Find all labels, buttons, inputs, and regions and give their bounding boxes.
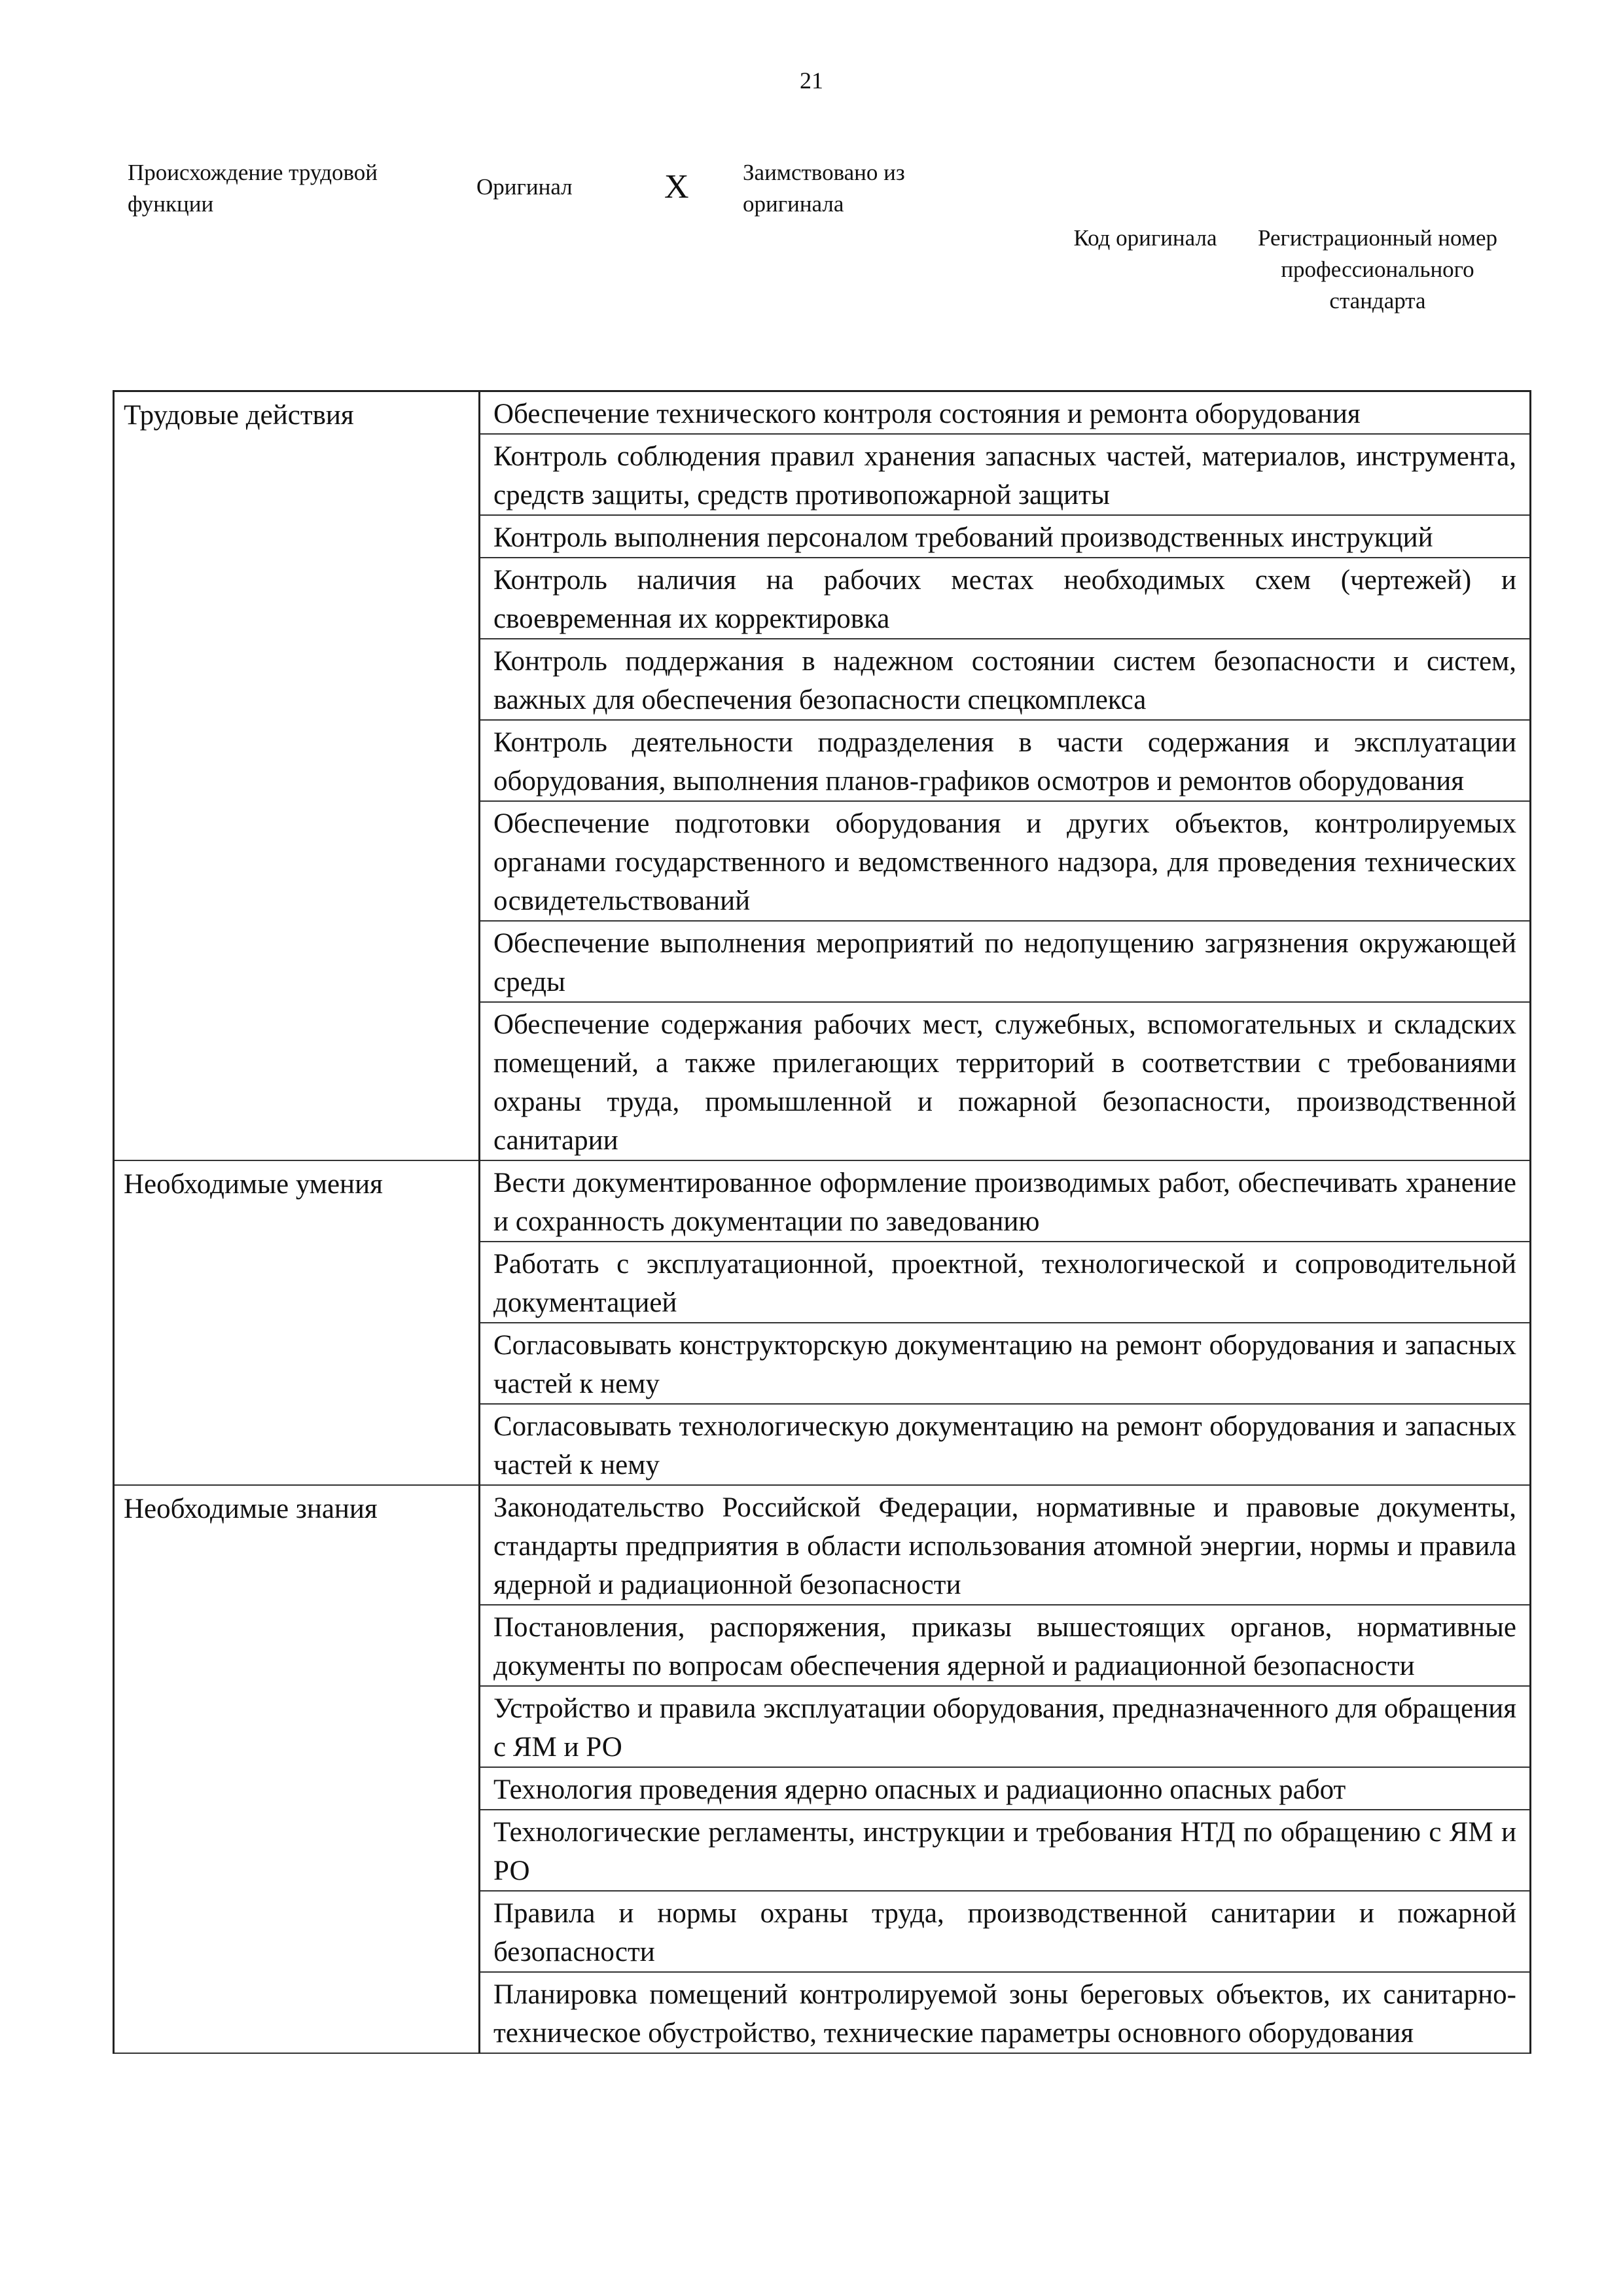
table-row bbox=[114, 391, 1531, 435]
table-cell: Законодательство Российской Федерации, нормативные и правовые документы, стандарты предприятия в области использования атомной энергии, нормы и правила ядерной и радиационной безопасности bbox=[480, 1485, 1531, 1605]
table-cell: Технология проведения ядерно опасных и радиационно опасных работ bbox=[480, 1767, 1531, 1810]
table-cell: Правила и нормы охраны труда, производственной санитарии и пожарной безопасности bbox=[480, 1891, 1531, 1972]
labour-function-table bbox=[113, 390, 1531, 2054]
section-title: Необходимые умения bbox=[114, 1160, 480, 1485]
table-cell: Контроль соблюдения правил хранения запасных частей, материалов, инструмента, средств защиты, средств противопожарной защиты bbox=[480, 434, 1531, 515]
table-cell: Обеспечение содержания рабочих мест, служебных, вспомогательных и складских помещений, а также прилегающих территорий в соответствии с требованиями охраны труда, промышленной и пожарной безопасности, производственной санитарии bbox=[480, 1002, 1531, 1160]
original-code-label: Код оригинала bbox=[1073, 225, 1217, 251]
table-cell: Контроль выполнения персоналом требований производственных инструкций bbox=[480, 515, 1531, 558]
table-cell: Планировка помещений контролируемой зоны береговых объектов, их санитарно-техническое обустройство, технические параметры основного оборудования bbox=[480, 1972, 1531, 2053]
original-label: Оригинал bbox=[476, 174, 573, 200]
section-title: Необходимые знания bbox=[114, 1485, 480, 2053]
table-cell: Устройство и правила эксплуатации оборудования, предназначенного для обращения с ЯМ и РО bbox=[480, 1686, 1531, 1767]
borrowed-label: Заимствовано из оригинала bbox=[743, 160, 905, 217]
page-number: 21 bbox=[800, 67, 823, 94]
table-cell: Постановления, распоряжения, приказы вышестоящих органов, нормативные документы по вопросам обеспечения ядерной и радиационной безопасности bbox=[480, 1605, 1531, 1686]
table-cell: Обеспечение выполнения мероприятий по недопущению загрязнения окружающей среды bbox=[480, 921, 1531, 1002]
table-cell: Контроль деятельности подразделения в части содержания и эксплуатации оборудования, выполнения планов-графиков осмотров и ремонтов оборудования bbox=[480, 720, 1531, 801]
table-cell: Технологические регламенты, инструкции и требования НТД по обращению с ЯМ и РО bbox=[480, 1810, 1531, 1891]
table-cell: Обеспечение подготовки оборудования и других объектов, контролируемых органами государственного и ведомственного надзора, для проведения технических освидетельствований bbox=[480, 801, 1531, 921]
registration-number-label: Регистрационный номер профессионального стандарта bbox=[1257, 225, 1498, 314]
origin-label: Происхождение трудовой функции bbox=[128, 160, 378, 217]
table-cell: Согласовывать технологическую документацию на ремонт оборудования и запасных частей к нему bbox=[480, 1404, 1531, 1485]
table-cell: Обеспечение технического контроля состояния и ремонта оборудования bbox=[480, 391, 1531, 435]
section-title: Трудовые действия bbox=[114, 391, 480, 1161]
table-cell: Контроль наличия на рабочих местах необходимых схем (чертежей) и своевременная их корректировка bbox=[480, 558, 1531, 639]
table-cell: Вести документированное оформление производимых работ, обеспечивать хранение и сохранность документации по заведованию bbox=[480, 1160, 1531, 1242]
table-row bbox=[114, 1160, 1531, 1242]
table-cell: Контроль поддержания в надежном состоянии систем безопасности и систем, важных для обеспечения безопасности спецкомплекса bbox=[480, 639, 1531, 720]
table-row bbox=[114, 1485, 1531, 1605]
table-cell: Работать с эксплуатационной, проектной, технологической и сопроводительной документацией bbox=[480, 1242, 1531, 1323]
original-mark: X bbox=[664, 168, 689, 206]
table-cell: Согласовывать конструкторскую документацию на ремонт оборудования и запасных частей к нему bbox=[480, 1323, 1531, 1404]
